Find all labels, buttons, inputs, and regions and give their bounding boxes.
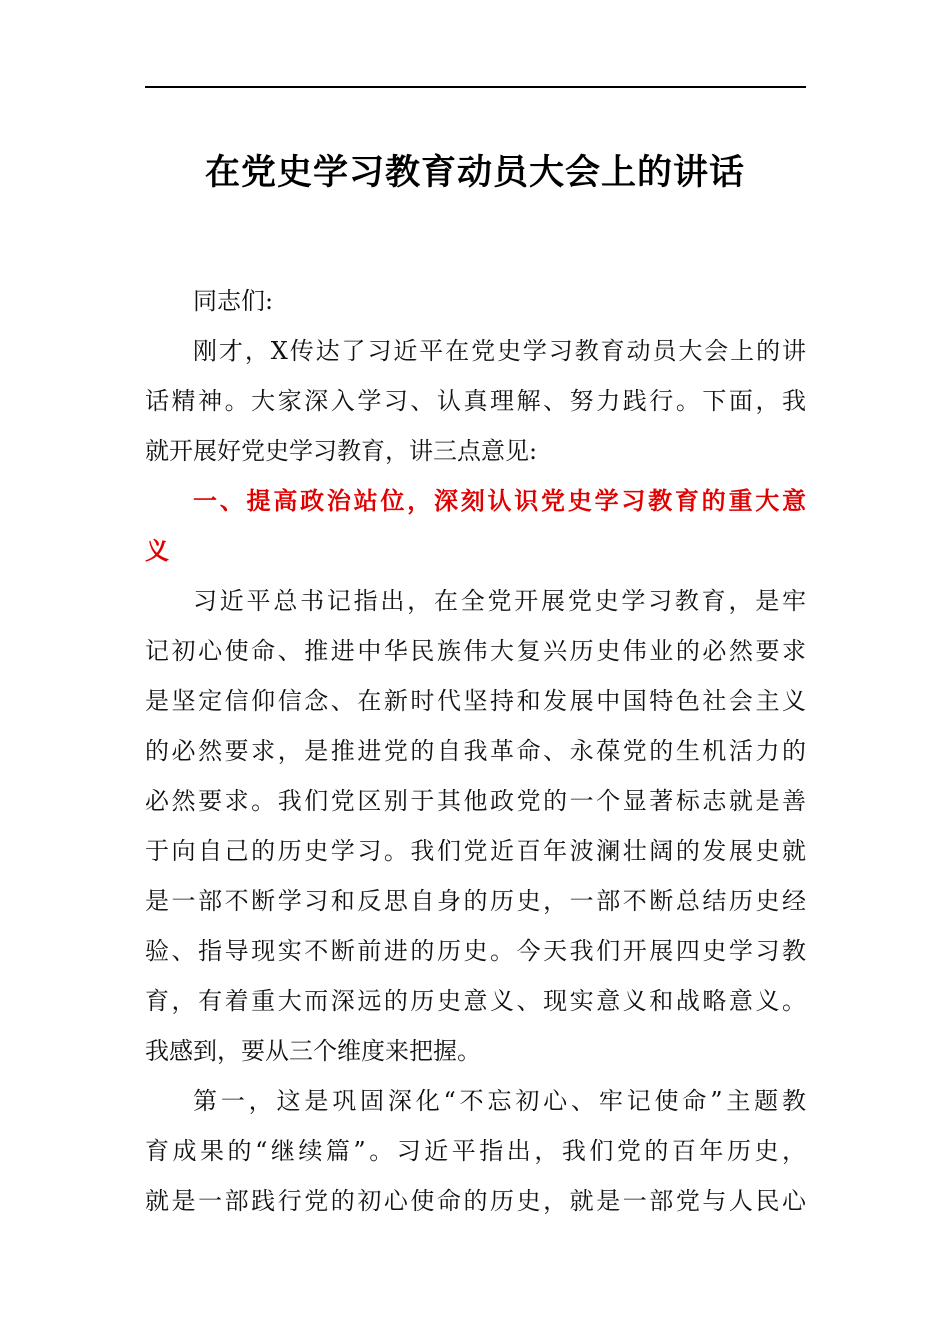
paragraph-line: 是一部不断学习和反思自身的历史，一部不断总结历史经	[145, 887, 806, 915]
paragraph-line: 育，有着重大而深远的历史意义、现实意义和战略意义。	[145, 987, 806, 1015]
paragraph-line: 于向自己的历史学习。我们党近百年波澜壮阔的发展史就	[145, 837, 806, 865]
header-rule	[145, 86, 806, 88]
paragraph-line: 第一，这是巩固深化“不忘初心、牢记使命”主题教	[193, 1087, 806, 1115]
section-heading: 一、提高政治站位，深刻认识党史学习教育的重大意	[193, 487, 806, 515]
document-title: 在党史学习教育动员大会上的讲话	[204, 152, 745, 193]
paragraph-line: 必然要求。我们党区别于其他政党的一个显著标志就是善	[145, 787, 806, 815]
salutation: 同志们:	[193, 287, 274, 315]
paragraph-line: 育成果的“继续篇”。习近平指出，我们党的百年历史，	[145, 1137, 806, 1165]
paragraph-line: 话精神。大家深入学习、认真理解、努力践行。下面，我	[145, 387, 806, 415]
paragraph-line: 我感到，要从三个维度来把握。	[145, 1037, 481, 1065]
paragraph-line: 就开展好党史学习教育，讲三点意见:	[145, 437, 538, 465]
paragraph-line: 是坚定信仰信念、在新时代坚持和发展中国特色社会主义	[145, 687, 806, 715]
paragraph-line: 的必然要求，是推进党的自我革命、永葆党的生机活力的	[145, 737, 806, 765]
paragraph-line: 就是一部践行党的初心使命的历史，就是一部党与人民心	[145, 1187, 806, 1215]
paragraph-line: 刚才，X传达了习近平在党史学习教育动员大会上的讲	[193, 337, 806, 365]
paragraph-line: 记初心使命、推进中华民族伟大复兴历史伟业的必然要求	[145, 637, 806, 665]
section-heading: 义	[145, 537, 169, 565]
paragraph-line: 习近平总书记指出，在全党开展党史学习教育，是牢	[193, 587, 806, 615]
paragraph-line: 验、指导现实不断前进的历史。今天我们开展四史学习教	[145, 937, 806, 965]
